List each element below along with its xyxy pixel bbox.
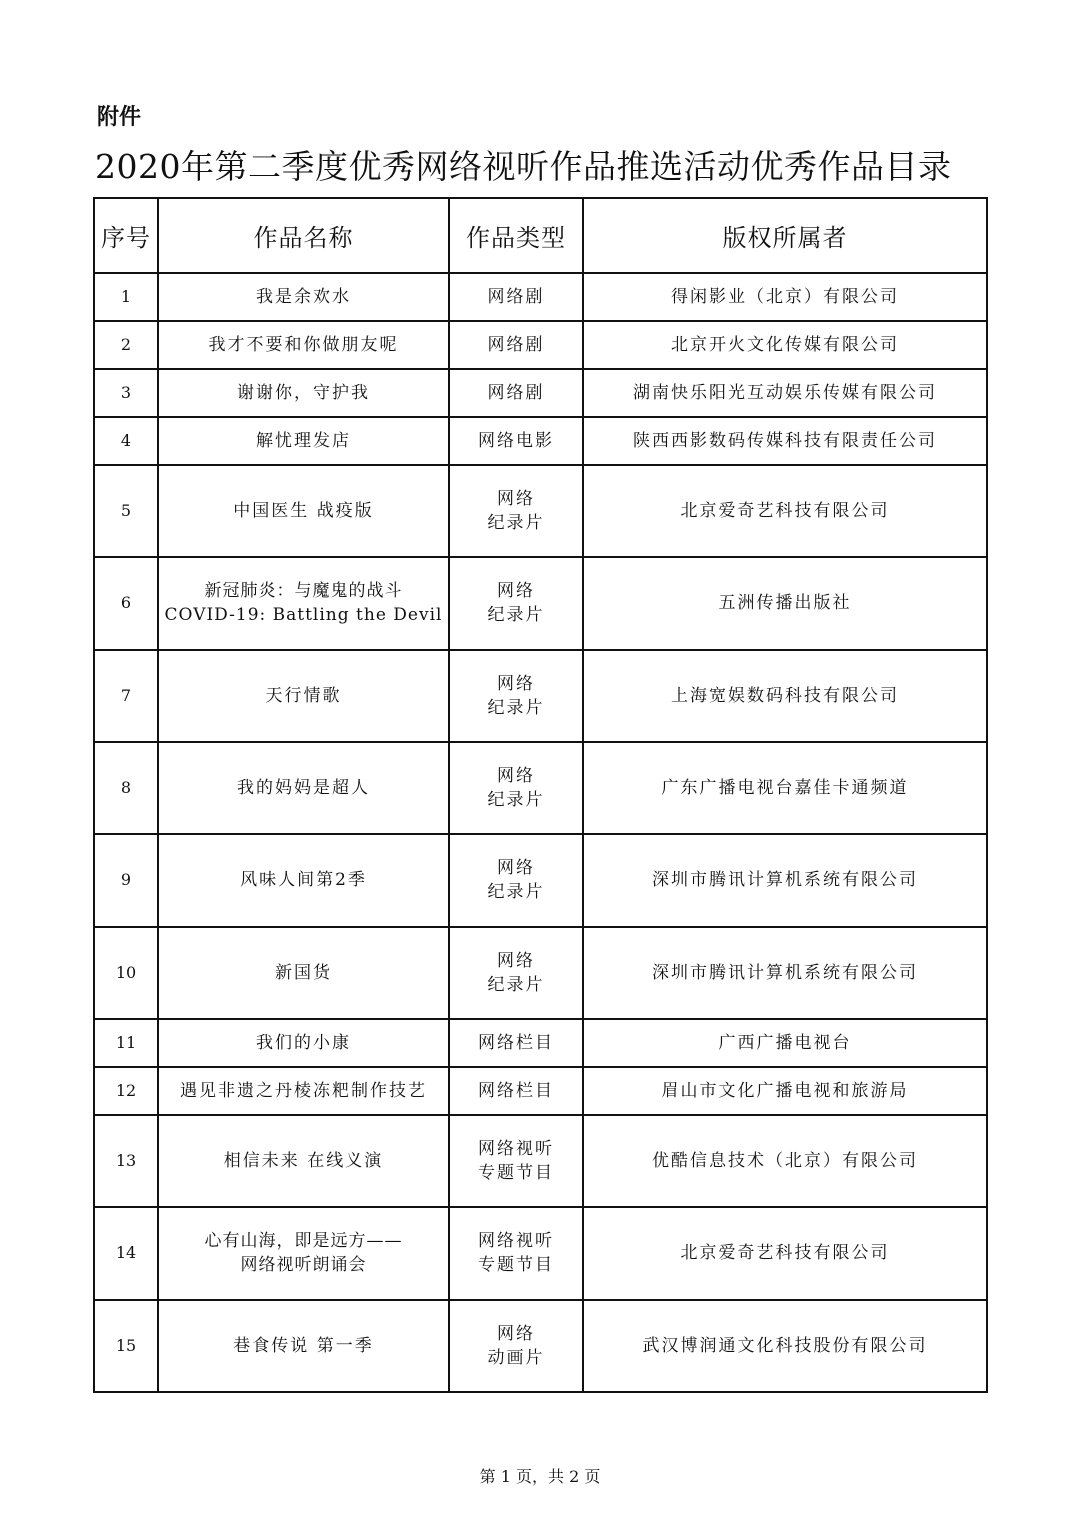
row-index: 15 <box>94 1300 158 1393</box>
work-name: COVID-19: Battling the Devil <box>164 605 443 626</box>
work-name-cell <box>158 834 449 926</box>
work-type: 网络 <box>497 858 535 879</box>
work-type-cell <box>449 369 583 417</box>
work-name-cell <box>158 417 449 465</box>
row-index: 13 <box>94 1115 158 1207</box>
table-row <box>94 1115 987 1207</box>
work-type: 网络电影 <box>478 431 554 451</box>
copyright-owner: 广东广播电视台嘉佳卡通频道 <box>583 742 987 834</box>
work-type: 网络栏目 <box>478 1032 554 1053</box>
copyright-owner: 陕西西影数码传媒科技有限责任公司 <box>583 417 987 465</box>
work-name-cell <box>158 1019 449 1067</box>
work-type-cell <box>449 465 583 557</box>
table-row <box>94 650 987 742</box>
work-name: 巷食传说 第一季 <box>233 1335 374 1356</box>
header-work-name: 作品名称 <box>158 198 449 273</box>
work-name-cell <box>158 1067 449 1115</box>
work-type-cell <box>449 1067 583 1115</box>
copyright-owner: 北京开火文化传媒有限公司 <box>583 321 987 369</box>
header-index: 序号 <box>94 198 158 273</box>
table-row <box>94 321 987 369</box>
table-row <box>94 1019 987 1067</box>
table-row <box>94 1067 987 1115</box>
table-row <box>94 1207 987 1299</box>
row-index: 9 <box>94 834 158 926</box>
work-type: 动画片 <box>487 1347 545 1368</box>
work-name: 相信未来 在线义演 <box>223 1151 384 1172</box>
work-name: 谢谢你，守护我 <box>237 383 370 403</box>
work-type: 纪录片 <box>487 790 545 811</box>
work-type-cell <box>449 1115 583 1207</box>
work-type-cell <box>449 742 583 834</box>
work-name: 我才不要和你做朋友呢 <box>208 335 399 355</box>
work-type: 网络 <box>497 1323 535 1344</box>
table-row <box>94 273 987 321</box>
work-type: 网络 <box>497 950 535 971</box>
work-type-cell <box>449 1207 583 1299</box>
table-row <box>94 1300 987 1393</box>
copyright-owner: 北京爱奇艺科技有限公司 <box>583 465 987 557</box>
works-table <box>93 197 988 1393</box>
work-type: 网络 <box>497 673 535 694</box>
row-index: 8 <box>94 742 158 834</box>
work-name-cell <box>158 321 449 369</box>
copyright-owner: 上海宽娱数码科技有限公司 <box>583 650 987 742</box>
row-index: 3 <box>94 369 158 417</box>
work-type: 专题节目 <box>478 1255 554 1276</box>
work-name: 解忧理发店 <box>256 431 351 451</box>
work-type: 网络 <box>497 581 535 602</box>
work-name-cell <box>158 465 449 557</box>
work-type: 纪录片 <box>487 882 545 903</box>
table-row <box>94 369 987 417</box>
work-type: 网络视听 <box>478 1139 554 1160</box>
table-row <box>94 557 987 649</box>
work-name-cell <box>158 369 449 417</box>
copyright-owner: 五洲传播出版社 <box>583 557 987 649</box>
row-index: 2 <box>94 321 158 369</box>
work-type-cell <box>449 273 583 321</box>
work-type-cell <box>449 1300 583 1393</box>
table-row <box>94 465 987 557</box>
copyright-owner: 眉山市文化广播电视和旅游局 <box>583 1067 987 1115</box>
work-name: 天行情歌 <box>265 685 342 706</box>
work-name-cell <box>158 273 449 321</box>
work-type: 网络剧 <box>487 287 545 307</box>
work-type-cell <box>449 321 583 369</box>
row-index: 14 <box>94 1207 158 1299</box>
copyright-owner: 得闲影业（北京）有限公司 <box>583 273 987 321</box>
work-name: 新国货 <box>275 962 332 983</box>
work-type-cell <box>449 650 583 742</box>
table-row <box>94 834 987 926</box>
work-name: 新冠肺炎：与魔鬼的战斗 <box>204 581 403 602</box>
work-type: 纪录片 <box>487 513 545 534</box>
work-name-cell <box>158 1207 449 1299</box>
work-name: 我的妈妈是超人 <box>237 778 370 799</box>
copyright-owner: 优酷信息技术（北京）有限公司 <box>583 1115 987 1207</box>
header-copyright-owner: 版权所属者 <box>583 198 987 273</box>
table-header-row <box>94 198 987 273</box>
row-index: 4 <box>94 417 158 465</box>
table-body <box>94 273 987 1392</box>
work-name-cell <box>158 1115 449 1207</box>
work-type-cell <box>449 1019 583 1067</box>
work-type: 纪录片 <box>487 697 545 718</box>
row-index: 12 <box>94 1067 158 1115</box>
row-index: 5 <box>94 465 158 557</box>
work-name-cell <box>158 557 449 649</box>
work-type: 网络 <box>497 489 535 510</box>
copyright-owner: 武汉博润通文化科技股份有限公司 <box>583 1300 987 1393</box>
work-name: 遇见非遗之丹棱冻粑制作技艺 <box>180 1080 427 1101</box>
copyright-owner: 湖南快乐阳光互动娱乐传媒有限公司 <box>583 369 987 417</box>
row-index: 1 <box>94 273 158 321</box>
row-index: 6 <box>94 557 158 649</box>
work-type: 专题节目 <box>478 1163 554 1184</box>
row-index: 11 <box>94 1019 158 1067</box>
work-name-cell <box>158 1300 449 1393</box>
header-work-type: 作品类型 <box>449 198 583 273</box>
attachment-label: 附件 <box>97 105 142 130</box>
work-type: 网络 <box>497 766 535 787</box>
work-name-cell <box>158 742 449 834</box>
row-index: 7 <box>94 650 158 742</box>
work-type: 纪录片 <box>487 974 545 995</box>
work-name-cell <box>158 650 449 742</box>
document-title: 2020年第二季度优秀网络视听作品推选活动优秀作品目录 <box>95 147 952 186</box>
row-index: 10 <box>94 927 158 1019</box>
work-name-cell <box>158 927 449 1019</box>
work-type: 网络视听 <box>478 1231 554 1252</box>
copyright-owner: 深圳市腾讯计算机系统有限公司 <box>583 834 987 926</box>
work-type: 网络剧 <box>487 335 545 355</box>
work-name: 风味人间第2季 <box>240 870 367 891</box>
work-type-cell <box>449 834 583 926</box>
work-name: 我是余欢水 <box>256 287 351 307</box>
copyright-owner: 广西广播电视台 <box>583 1019 987 1067</box>
work-name: 中国医生 战疫版 <box>233 501 374 522</box>
work-name: 心有山海，即是远方—— <box>204 1231 403 1252</box>
table-row <box>94 927 987 1019</box>
work-type: 网络剧 <box>487 383 545 403</box>
work-type-cell <box>449 417 583 465</box>
work-type: 网络栏目 <box>478 1080 554 1101</box>
work-type: 纪录片 <box>487 605 545 626</box>
work-name: 网络视听朗诵会 <box>240 1255 367 1276</box>
work-name: 我们的小康 <box>256 1032 351 1053</box>
work-type-cell <box>449 557 583 649</box>
page-footer: 第 1 页，共 2 页 <box>479 1467 601 1486</box>
work-type-cell <box>449 927 583 1019</box>
copyright-owner: 北京爱奇艺科技有限公司 <box>583 1207 987 1299</box>
table-row <box>94 742 987 834</box>
table-row <box>94 417 987 465</box>
copyright-owner: 深圳市腾讯计算机系统有限公司 <box>583 927 987 1019</box>
